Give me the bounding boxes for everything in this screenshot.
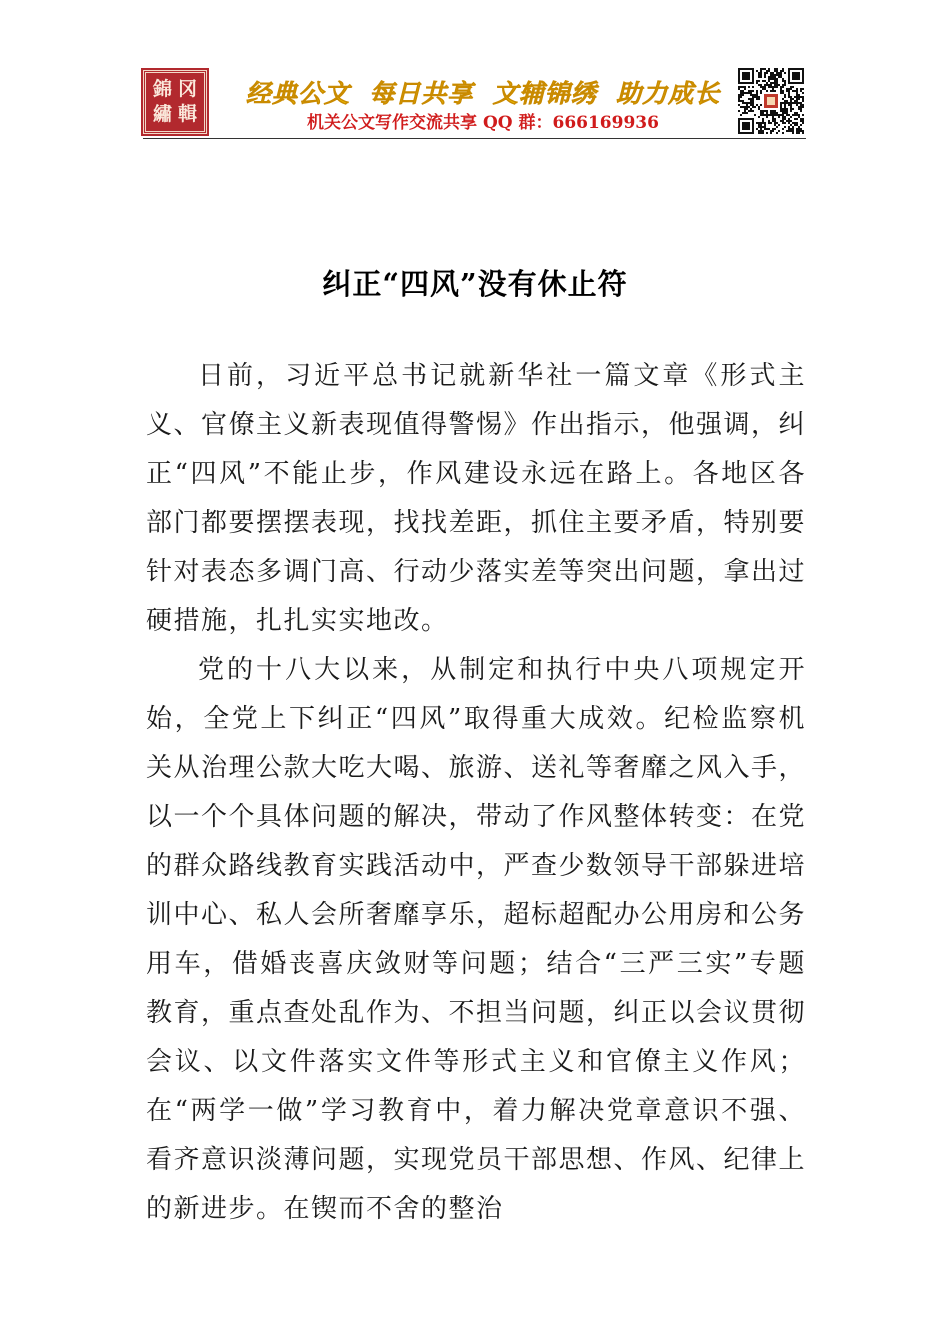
paragraph: 党的十八大以来，从制定和执行中央八项规定开始，全党上下纠正“四风”取得重大成效。纪检监察机关从治理公款大吃大喝、旅游、送礼等奢靡之风入手，以一个个具体问题的解决，带动了作风整体转变：在党的群众路线教育实践活动中，严查少数领导干部躲进培训中心、私人会所奢靡享乐，超标超配办公用房和公务用车，借婚丧喜庆敛财等问题；结合“三严三实”专题教育，重点查处乱作为、不担当问题，纠正以会议贯彻会议、以文件落实文件等形式主义和官僚主义作风；在“两学一做”学习教育中，着力解决党章意识不强、看齐意识淡薄问题，实现党员干部思想、作风、纪律上的新进步。在锲而不舍的整治	[146, 655, 807, 1224]
logo-char: 錦	[152, 78, 172, 100]
logo-char: 輯	[177, 103, 197, 125]
header-divider	[143, 138, 806, 139]
qr-code-icon	[738, 68, 804, 134]
document-title: 纠正“四风”没有休止符	[322, 267, 628, 302]
seal-logo	[143, 70, 207, 134]
header-banner	[0, 0, 950, 140]
header-slogan: 经典公文 每日共享 文辅锦绣 助力成长	[245, 79, 721, 108]
paragraph: 日前，习近平总书记就新华社一篇文章《形式主义、官僚主义新表现值得警惕》作出指示，他强调，纠正“四风”不能止步，作风建设永远在路上。各地区各部门都要摆摆表现，找找差距，抓住主要矛盾，特别要针对表态多调门高、行动少落实差等突出问题，拿出过硬措施，扎扎实实地改。	[146, 361, 807, 636]
logo-char: 冈	[177, 78, 197, 100]
qq-group-line: 机关公文写作交流共享 QQ 群：666169936	[307, 113, 659, 133]
logo-char: 繡	[152, 103, 172, 125]
document-body	[146, 352, 806, 1234]
